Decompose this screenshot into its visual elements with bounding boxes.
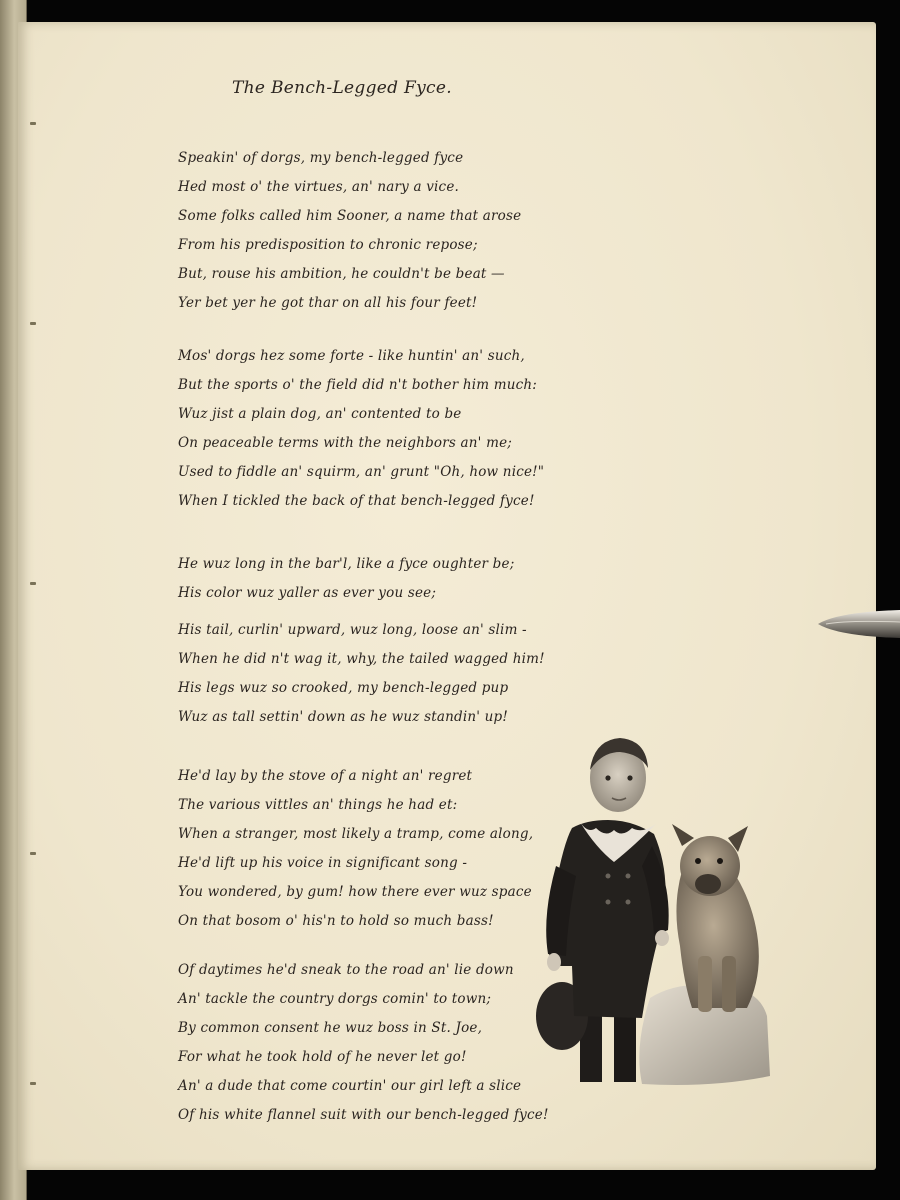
binding-stitch [30, 582, 36, 585]
poem-line: Wuz as tall settin' down as he wuz standin' up! [178, 709, 508, 725]
poem-line: When a stranger, most likely a tramp, come along, [178, 826, 534, 842]
binding-stitch [30, 122, 36, 125]
poem-line: Mos' dorgs hez some forte - like huntin' an' such, [178, 348, 525, 364]
poem-line: Of daytimes he'd sneak to the road an' lie down [178, 962, 514, 978]
poem-line: His legs wuz so crooked, my bench-legged pup [178, 680, 509, 696]
poem-body [178, 128, 578, 1128]
poem-line: You wondered, by gum! how there ever wuz space [178, 884, 532, 900]
poem-line: His color wuz yaller as ever you see; [178, 585, 437, 601]
poem-line: On peaceable terms with the neighbors an' me; [178, 435, 513, 451]
binding-stitch [30, 1082, 36, 1085]
poem-line: On that bosom o' his'n to hold so much bass! [178, 913, 494, 929]
poem-line: Used to fiddle an' squirm, an' grunt "Oh, how nice!" [178, 464, 545, 480]
poem-line: His tail, curlin' upward, wuz long, loose an' slim - [178, 622, 527, 638]
poem-line: Speakin' of dorgs, my bench-legged fyce [178, 150, 464, 166]
poem-line: An' a dude that come courtin' our girl left a slice [178, 1078, 522, 1094]
poem-line: Of his white flannel suit with our bench-legged fyce! [178, 1107, 549, 1123]
poem-line: When I tickled the back of that bench-legged fyce! [178, 493, 535, 509]
poem-line: For what he took hold of he never let go! [178, 1049, 467, 1065]
poem-title: The Bench-Legged Fyce. [232, 78, 452, 98]
poem-line: When he did n't wag it, why, the tailed wagged him! [178, 651, 545, 667]
boy-and-dog-photo [522, 716, 772, 1088]
poem-line: Some folks called him Sooner, a name that arose [178, 208, 522, 224]
poem-line: He'd lift up his voice in significant song - [178, 855, 468, 871]
poem-line: The various vittles an' things he had et: [178, 797, 458, 813]
poem-line: But, rouse his ambition, he couldn't be beat — [178, 266, 505, 282]
poem-line: From his predisposition to chronic repose; [178, 237, 478, 253]
poem-line: He wuz long in the bar'l, like a fyce oughter be; [178, 556, 515, 572]
binding-stitch [30, 852, 36, 855]
poem-line: Yer bet yer he got thar on all his four feet! [178, 295, 478, 311]
poem-line: By common consent he wuz boss in St. Joe, [178, 1020, 483, 1036]
pen-tip-icon [818, 604, 900, 644]
poem-line: Wuz jist a plain dog, an' contented to be [178, 406, 462, 422]
binding-stitch [30, 322, 36, 325]
poem-line: But the sports o' the field did n't bother him much: [178, 377, 538, 393]
poem-line: He'd lay by the stove of a night an' regret [178, 768, 473, 784]
poem-line: Hed most o' the virtues, an' nary a vice. [178, 179, 460, 195]
poem-line: An' tackle the country dorgs comin' to town; [178, 991, 492, 1007]
